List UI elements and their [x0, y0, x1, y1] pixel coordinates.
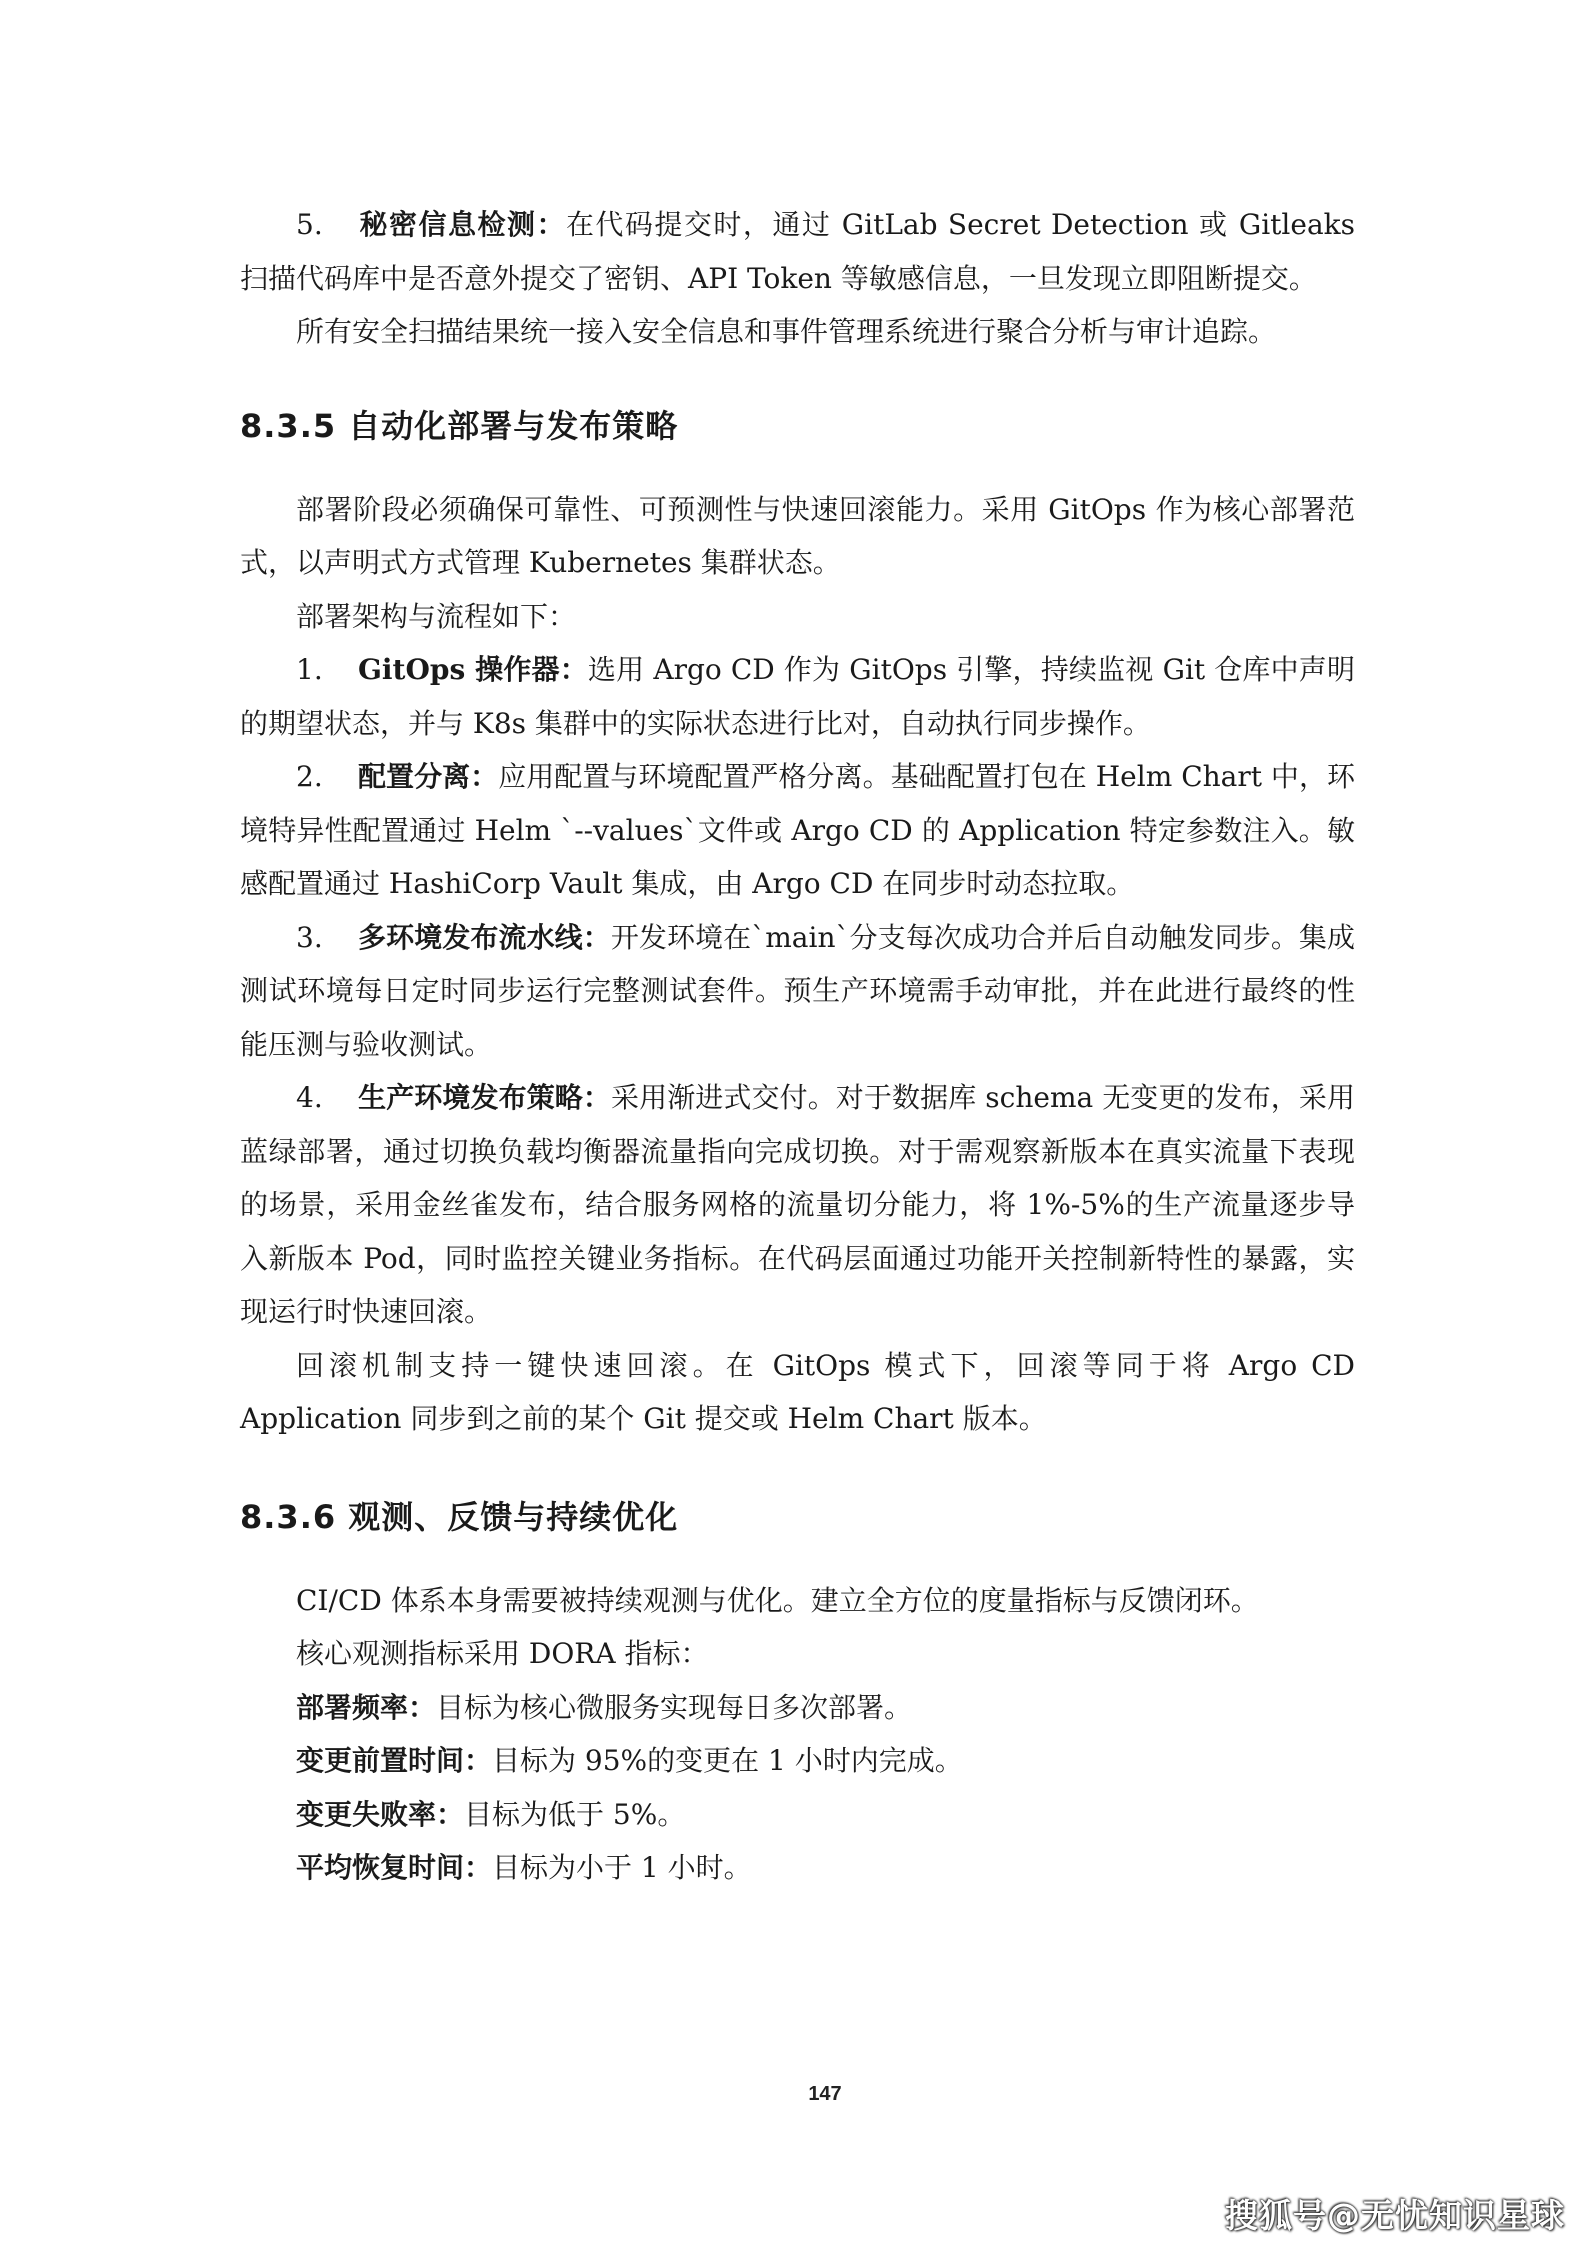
item-title: GitOps 操作器： — [358, 653, 588, 686]
security-summary: 所有安全扫描结果统一接入安全信息和事件管理系统进行聚合分析与审计追踪。 — [296, 315, 1277, 348]
deploy-lead: 部署架构与流程如下： — [296, 599, 577, 633]
item-text: 开发环境在`main`分支每次成功合并后自动触发同步。集成测试环境每日定时同步运行完整测试套件。预生产环境需手动审批，并在此进行最终的性能压测与验收测试。 — [240, 920, 1355, 1061]
metric-label: 变更失败率： — [296, 1797, 465, 1831]
item-text: 在代码提交时，通过 GitLab Secret Detection 或 Gitleaks 扫描代码库中是否意外提交了密钥、API Token 等敏感信息，一旦发现立即阻断提交。 — [240, 208, 1355, 295]
item-title: 秘密信息检测： — [358, 208, 566, 241]
observe-lead: 核心观测指标采用 DORA 指标： — [296, 1637, 709, 1670]
item-text: 应用配置与环境配置严格分离。基础配置打包在 Helm Chart 中，环境特异性配置通过 Helm `--values`文件或 Argo CD 的 Application 特定参数注入。敏感配置通过 HashiCorp Vault 集成，由 Argo CD 在同步时动态拉取。 — [240, 760, 1355, 900]
item-title: 生产环境发布策略： — [358, 1081, 611, 1114]
page-content — [240, 198, 1355, 1895]
section-heading-835: 8.3.5 自动化部署与发布策略 — [240, 406, 679, 445]
metric-text: 目标为低于 5%。 — [464, 1797, 686, 1831]
security-item-5 — [240, 198, 1355, 305]
metric-text: 目标为核心微服务实现每日多次部署。 — [436, 1690, 913, 1724]
metric-label: 平均恢复时间： — [296, 1851, 493, 1884]
deploy-item — [240, 750, 1355, 911]
item-number: 3. — [296, 920, 323, 954]
metric-line — [240, 1681, 1355, 1735]
item-number: 5. — [296, 208, 323, 241]
deploy-item — [240, 643, 1355, 750]
rollback-paragraph: 回滚机制支持一键快速回滚。在 GitOps 模式下，回滚等同于将 Argo CD Application 同步到之前的某个 Git 提交或 Helm Chart 版本。 — [240, 1348, 1355, 1435]
watermark: 搜狐号@无忧知识星球 — [1225, 2196, 1565, 2235]
page-number: 147 — [808, 2083, 842, 2105]
observe-intro: CI/CD 体系本身需要被持续观测与优化。建立全方位的度量指标与反馈闭环。 — [296, 1583, 1259, 1617]
item-number: 1. — [296, 653, 323, 686]
deploy-intro: 部署阶段必须确保可靠性、可预测性与快速回滚能力。采用 GitOps 作为核心部署范式，以声明式方式管理 Kubernetes 集群状态。 — [240, 492, 1355, 579]
item-title: 多环境发布流水线： — [358, 920, 611, 954]
metric-text: 目标为 95%的变更在 1 小时内完成。 — [492, 1744, 963, 1777]
item-number: 4. — [296, 1081, 323, 1114]
item-text: 采用渐进式交付。对于数据库 schema 无变更的发布，采用蓝绿部署，通过切换负载均衡器流量指向完成切换。对于需观察新版本在真实流量下表现的场景，采用金丝雀发布，结合服务网格的流量切分能力，将 1%-5%的生产流量逐步导入新版本 Pod，同时监控关键业务指标。在代码层面通过功能开关控制新特性的暴露，实现运行时快速回滚。 — [240, 1081, 1355, 1328]
item-text: 选用 Argo CD 作为 GitOps 引擎，持续监视 Git 仓库中声明的期望状态，并与 K8s 集群中的实际状态进行比对，自动执行同步操作。 — [240, 653, 1355, 740]
metric-line — [240, 1788, 1355, 1842]
metric-line — [240, 1734, 1355, 1788]
deploy-item — [240, 1071, 1355, 1339]
section-heading-836: 8.3.6 观测、反馈与持续优化 — [240, 1497, 679, 1536]
item-title: 配置分离： — [358, 760, 499, 793]
metric-label: 变更前置时间： — [296, 1744, 493, 1777]
item-number: 2. — [296, 760, 323, 793]
deploy-item — [240, 911, 1355, 1072]
metric-line — [240, 1841, 1355, 1895]
metric-label: 部署频率： — [296, 1690, 437, 1724]
metric-text: 目标为小于 1 小时。 — [492, 1851, 752, 1884]
